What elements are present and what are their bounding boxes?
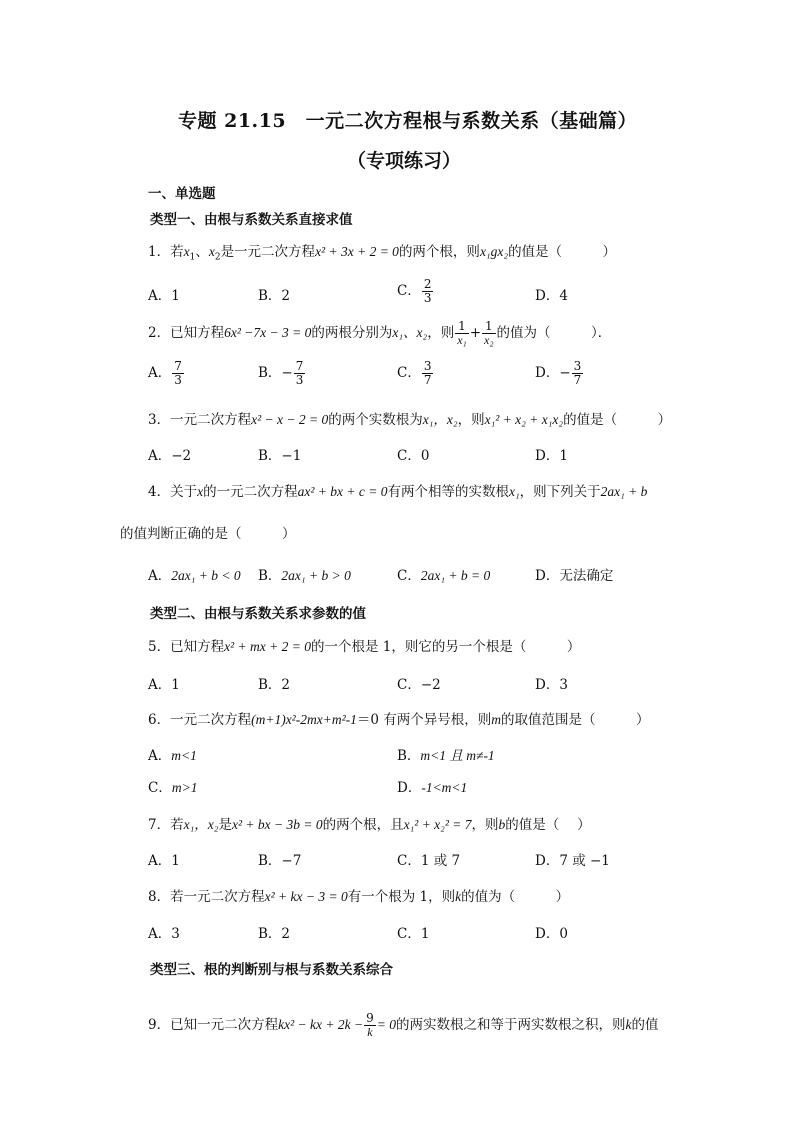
q3-option-a: A．−2 [148,448,192,464]
q6-var: m [491,712,502,727]
q2-option-c: C． $\frac{3}{7}$ [397,359,432,387]
q8-equation: x² + kx − 3 = 0 [264,889,348,904]
q3-text: 的两个实数根为 [328,412,423,428]
q6-equation: (m+1)x²-2mx+m²-1 [251,712,357,727]
q4-option-a: A．2ax₁ + b < 0 [148,568,241,584]
q6-option-a: A．m<1 [148,748,197,764]
q2-frac1: $\frac{1}{\text{x₁}}$ [457,319,467,347]
q7-text: 是 [218,817,232,833]
q3-text3: 的值是（ ） [563,412,672,428]
q1-c-fraction: $\frac{2}{3}$ [423,277,432,305]
q1-expr: x₁gx₂ [479,244,509,259]
question-5 [148,637,580,657]
q1-equation: x² + 3x + 2 = 0 [315,244,399,259]
q8-var: k [455,889,462,904]
q7-number: 7．若 [148,817,184,833]
q9-text: 的两实数根之和等于两实数根之积，则 [395,1017,626,1033]
q4-number: 4．关于 [148,484,198,500]
question-2 [148,320,611,347]
q4-equation: ax² + bx + c = 0 [297,484,388,499]
q1-option-c [397,278,434,305]
q1-option-b: B．2 [258,288,291,304]
q1-var: x [183,244,190,259]
q9-text2: 的值 [631,1017,659,1033]
q5-option-d: D．3 [535,677,568,693]
q3-expr: x₁² + x₂ + x₁x₂ [484,412,564,427]
q9-fraction: $\frac{9}{k}$ [366,1011,374,1039]
q3-option-d: D．1 [535,448,568,464]
q1-text3: 的值是（ ） [508,244,617,260]
q4-option-c: C．2ax₁ + b = 0 [397,568,491,584]
section-heading: 一、单选题 [148,186,216,202]
q5-number: 5．已知方程 [148,639,225,655]
q3-number: 3．一元二次方程 [148,412,252,428]
q4-option-b: B．2ax₁ + b > 0 [258,568,351,584]
q4-var: x [197,484,204,499]
q3-text2: ，则 [457,412,485,428]
question-1: 1．若$x_1$、$x_2$是一元二次方程x² + 3x + 2 = 0的两个根，则x₁gx₂的值是（ ） [148,244,617,263]
q4-expr: 2ax₁ + b [600,484,648,499]
question-8 [148,887,569,907]
q8-number: 8．若一元二次方程 [148,889,265,905]
q2-option-b: B．− $\frac{7}{3}$ [258,359,304,387]
q7-expr: x₁² + x₂² = 7 [403,817,472,832]
q1-text2: 的两个根，则 [398,244,480,260]
type-heading-2: 类型二、由根与系数关系求参数的值 [150,606,366,622]
q7-option-c: C．1 或 7 [397,853,461,869]
q2-plus: + [469,325,482,341]
q2-roots: x₁、x₂ [392,325,428,340]
q5-equation: x² + mx + 2 = 0 [224,639,311,654]
q8-option-c: C．1 [397,926,430,942]
q4-text: 的一元二次方程 [203,484,298,500]
q9-number: 9．已知一元二次方程 [148,1017,279,1033]
q8-option-a: A．3 [148,926,180,942]
q6-option-b: B．m<1 且 m≠-1 [397,748,495,764]
question-7 [148,815,591,835]
q2-option-a: A． $\frac{7}{3}$ [148,359,182,387]
q6-text2: 的取值范围是（ ） [501,712,650,728]
page-subtitle: （专项练习） [347,150,462,172]
q6-text: ＝0 有两个异号根，则 [356,712,492,728]
q6-option-d: D．-1<m<1 [397,780,468,796]
page-title: 专题 21.15 一元二次方程根与系数关系（基础篇） [178,110,638,132]
q2-frac2: $\frac{1}{\text{x₂}}$ [484,319,494,347]
q7-option-d: D．7 或 −1 [535,853,610,869]
q7-option-b: B．−7 [258,853,302,869]
q9-equation: kx² − kx + 2k − [278,1017,364,1032]
q2-equation: 6x² −7x − 3 = 0 [224,325,312,340]
q4-text2: 有两个相等的实数根 [387,484,509,500]
q6-option-c: C．m>1 [148,780,198,796]
type-heading-1: 类型一、由根与系数关系直接求值 [150,212,353,228]
q7-option-a: A．1 [148,853,180,869]
q2-number: 2．已知方程 [148,325,225,341]
q7-equation: x² + bx − 3b = 0 [231,817,323,832]
type-heading-3: 类型三、根的判断别与根与系数关系综合 [150,962,393,978]
q4-root: x₁ [508,484,520,499]
question-4-line2: 的值判断正确的是（ ） [120,526,296,542]
q7-text4: 的值是（ ） [505,817,591,833]
q6-number: 6．一元二次方程 [148,712,252,728]
q1-number: 1．若 [148,244,184,260]
q4-option-d: D．无法确定 [535,568,614,584]
q5-text: 的一个根是 1，则它的另一个根是（ ） [310,639,581,655]
q5-option-b: B．2 [258,677,291,693]
question-3 [148,410,671,430]
q3-roots: x₁，x₂ [422,412,458,427]
q2-option-d: D．− $\frac{3}{7}$ [535,359,582,387]
q1-option-a: A．1 [148,288,180,304]
question-6 [148,710,650,730]
q1-c-label: C． [397,283,421,299]
q8-option-b: B．2 [258,926,291,942]
q7-text2: 的两个根，且 [322,817,404,833]
q1-sep: 、 [195,244,209,260]
question-4 [148,482,647,502]
q5-option-a: A．1 [148,677,180,693]
q2-text: 的两根分别为 [311,325,393,341]
question-9 [148,1012,658,1039]
q2-text2: ，则 [427,325,455,341]
q7-text3: ，则 [471,817,499,833]
q8-text: 有一个根为 1，则 [347,889,456,905]
q7-roots: x₁，x₂ [183,817,219,832]
q3-equation: x² − x − 2 = 0 [251,412,329,427]
q9-var: k [625,1017,632,1032]
q2-text3: 的值为（ ）． [496,325,612,341]
q1-option-d: D．4 [535,288,568,304]
q8-option-d: D．0 [535,926,568,942]
q9-equation-end: = 0 [376,1017,396,1032]
q8-text2: 的值为（ ） [461,889,570,905]
q3-option-b: B．−1 [258,448,302,464]
q1-var2: x [208,244,215,259]
q4-text3: ，则下列关于 [519,484,601,500]
q5-option-c: C．−2 [397,677,441,693]
q3-option-c: C．0 [397,448,430,464]
q7-var: b [498,817,506,832]
q1-text: 是一元二次方程 [220,244,316,260]
